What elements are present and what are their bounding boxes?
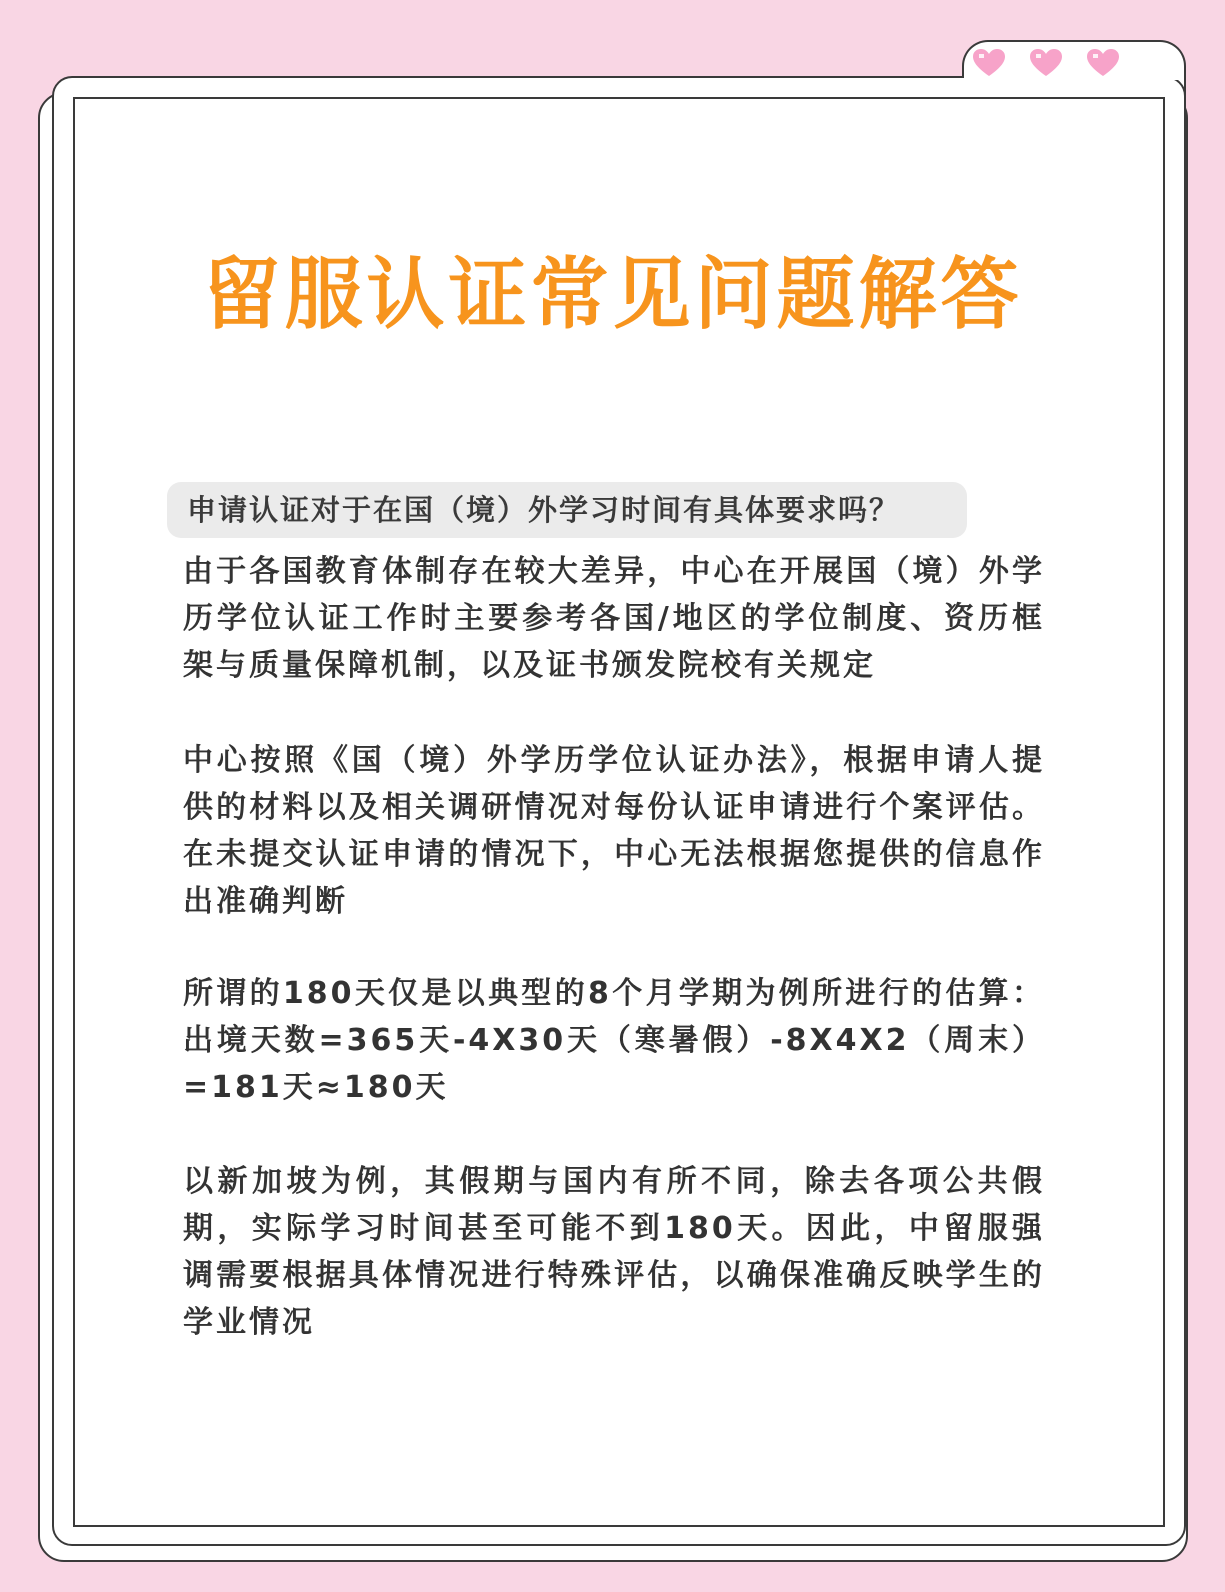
answer-paragraph-4: 以新加坡为例，其假期与国内有所不同，除去各项公共假期，实际学习时间甚至可能不到180天。因此，中留服强调需要根据具体情况进行特殊评估，以确保准确反映学生的学业情况 — [183, 1164, 1045, 1340]
heart-icon — [1086, 48, 1120, 78]
answer-paragraph-2: 中心按照《国（境）外学历学位认证办法》，根据申请人提供的材料以及相关调研情况对每份认证申请进行个案评估。在未提交认证申请的情况下，中心无法根据您提供的信息作出准确判断 — [183, 743, 1045, 919]
answer-paragraph-3: 所谓的180天仅是以典型的8个月学期为例所进行的估算：出境天数=365天-4X30天（寒暑假）-8X4X2（周末）=181天≈180天 — [183, 976, 1045, 1105]
answer-paragraph-1: 由于各国教育体制存在较大差异，中心在开展国（境）外学历学位认证工作时主要参考各国/地区的学位制度、资历框架与质量保障机制，以及证书颁发院校有关规定 — [183, 554, 1045, 683]
heart-icon — [972, 48, 1006, 78]
page-title: 留服认证常见问题解答 — [202, 250, 1023, 340]
heart-icon — [1029, 48, 1063, 78]
question-heading: 申请认证对于在国（境）外学习时间有具体要求吗？ — [167, 482, 967, 538]
